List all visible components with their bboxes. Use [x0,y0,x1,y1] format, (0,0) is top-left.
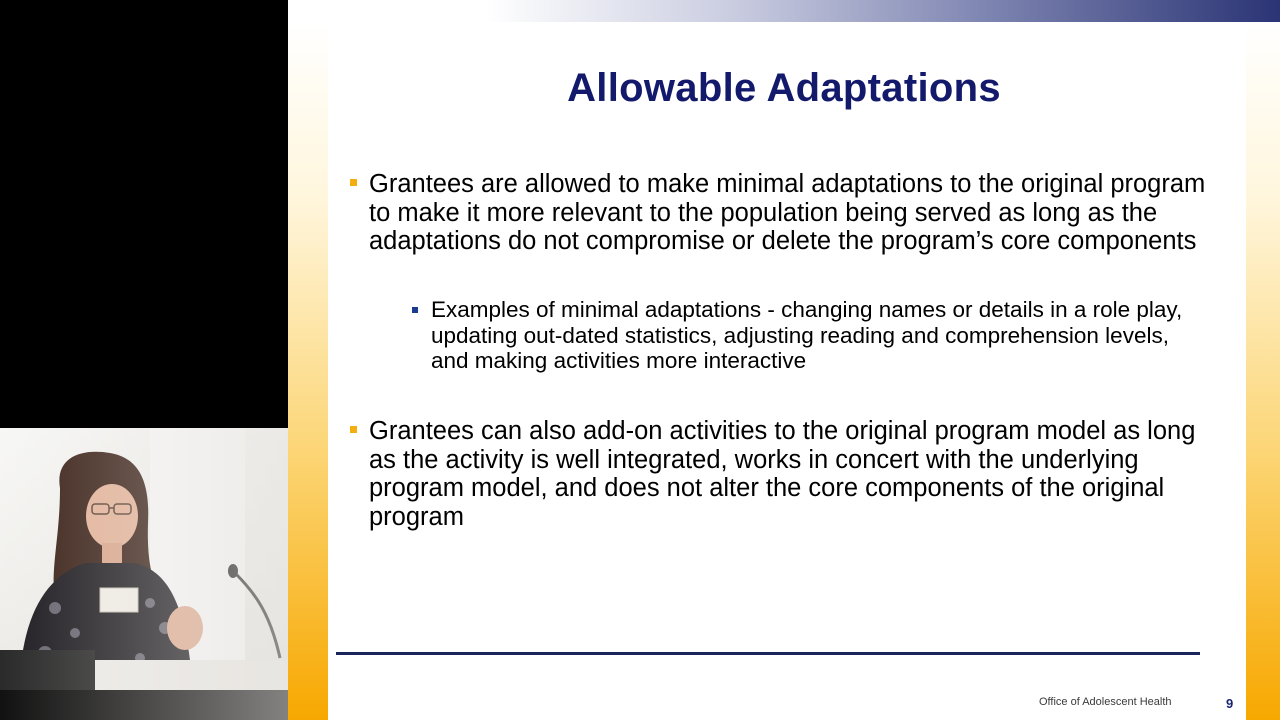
slide-right-accent-band [1246,22,1280,720]
slide-left-accent-band [288,22,328,720]
bullet-item [350,417,1220,531]
sub-bullet-text: Examples of minimal adaptations - changing names or details in a role play, updating out-dated statistics, adjusting reading and comprehension levels, and making activities more interactive [431,297,1183,373]
bullet-item [350,170,1220,256]
sub-bullet-marker-icon [412,307,418,313]
bullet-text: Grantees are allowed to make minimal adaptations to the original program to make it more relevant to the population being served as long as the adaptations do not compromise or delete the program’s core components [369,170,1206,255]
bullet-marker-icon [350,426,357,433]
slide-title: Allowable Adaptations [567,66,1001,110]
bullet-marker-icon [350,179,357,186]
footer-divider [336,652,1200,655]
background-wall [0,428,288,720]
slide-top-gradient-bar [288,0,1280,22]
speaker-video-pane [0,0,288,720]
footer-organization: Office of Adolescent Health [1039,696,1172,708]
sub-bullet-item [412,297,1212,374]
slide [288,0,1280,720]
bullet-text: Grantees can also add-on activities to the original program model as long as the activity is well integrated, works in concert with the underlying program model, and does not alter the core components of the original program [369,417,1196,531]
speaker-camera-feed [0,428,288,720]
slide-page-number: 9 [1226,696,1234,711]
